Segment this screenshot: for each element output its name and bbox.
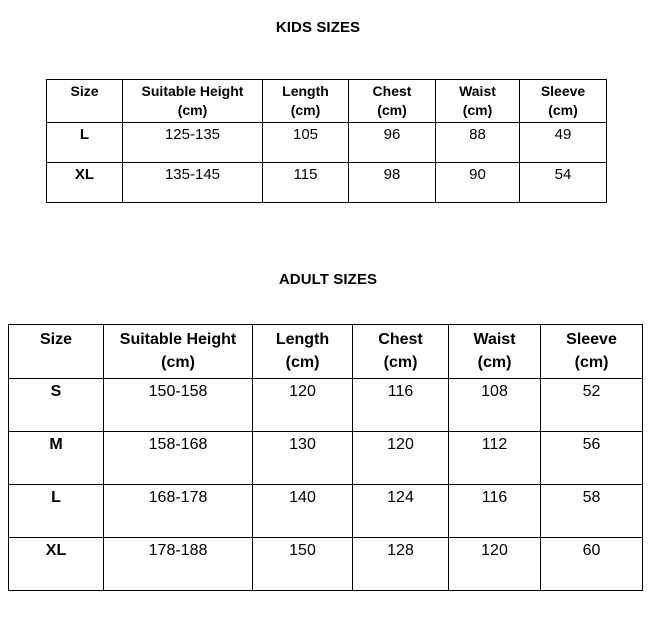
cell-chest: 96 — [349, 123, 436, 163]
cell-suitable-height: 125-135 — [123, 123, 263, 163]
cell-length: 105 — [263, 123, 349, 163]
header-chest: Chest (cm) — [349, 80, 436, 123]
table-row — [47, 123, 607, 163]
cell-chest: 124 — [353, 485, 449, 538]
cell-waist: 90 — [436, 163, 520, 203]
adult-sizes-title: ADULT SIZES — [278, 271, 378, 288]
cell-length: 115 — [263, 163, 349, 203]
cell-chest: 116 — [353, 379, 449, 432]
header-size: Size — [47, 80, 123, 123]
header-suitable-height: Suitable Height (cm) — [123, 80, 263, 123]
cell-chest: 128 — [353, 538, 449, 591]
adult-size-table — [8, 324, 643, 591]
table-row — [9, 485, 643, 538]
cell-size: M — [9, 432, 104, 485]
header-length: Length (cm) — [263, 80, 349, 123]
header-chest: Chest (cm) — [353, 325, 449, 379]
cell-suitable-height: 150-158 — [104, 379, 253, 432]
cell-sleeve: 58 — [541, 485, 643, 538]
cell-sleeve: 49 — [520, 123, 607, 163]
cell-sleeve: 54 — [520, 163, 607, 203]
header-length: Length (cm) — [253, 325, 353, 379]
header-size: Size — [9, 325, 104, 379]
header-sleeve: Sleeve (cm) — [520, 80, 607, 123]
cell-waist: 116 — [449, 485, 541, 538]
cell-waist: 112 — [449, 432, 541, 485]
kids-size-table — [46, 79, 607, 203]
cell-size: L — [47, 123, 123, 163]
cell-length: 140 — [253, 485, 353, 538]
cell-length: 130 — [253, 432, 353, 485]
cell-suitable-height: 135-145 — [123, 163, 263, 203]
cell-size: XL — [47, 163, 123, 203]
cell-waist: 108 — [449, 379, 541, 432]
cell-sleeve: 52 — [541, 379, 643, 432]
cell-waist: 120 — [449, 538, 541, 591]
header-waist: Waist (cm) — [436, 80, 520, 123]
cell-length: 150 — [253, 538, 353, 591]
cell-chest: 98 — [349, 163, 436, 203]
kids-sizes-title: KIDS SIZES — [275, 19, 361, 36]
cell-size: S — [9, 379, 104, 432]
table-header-row — [9, 325, 643, 379]
cell-length: 120 — [253, 379, 353, 432]
header-waist: Waist (cm) — [449, 325, 541, 379]
header-sleeve: Sleeve (cm) — [541, 325, 643, 379]
cell-suitable-height: 158-168 — [104, 432, 253, 485]
table-row — [9, 538, 643, 591]
cell-size: L — [9, 485, 104, 538]
table-row — [47, 163, 607, 203]
table-row — [9, 379, 643, 432]
table-row — [9, 432, 643, 485]
table-header-row — [47, 80, 607, 123]
cell-size: XL — [9, 538, 104, 591]
cell-sleeve: 60 — [541, 538, 643, 591]
header-suitable-height: Suitable Height (cm) — [104, 325, 253, 379]
cell-waist: 88 — [436, 123, 520, 163]
cell-suitable-height: 168-178 — [104, 485, 253, 538]
cell-chest: 120 — [353, 432, 449, 485]
cell-sleeve: 56 — [541, 432, 643, 485]
cell-suitable-height: 178-188 — [104, 538, 253, 591]
